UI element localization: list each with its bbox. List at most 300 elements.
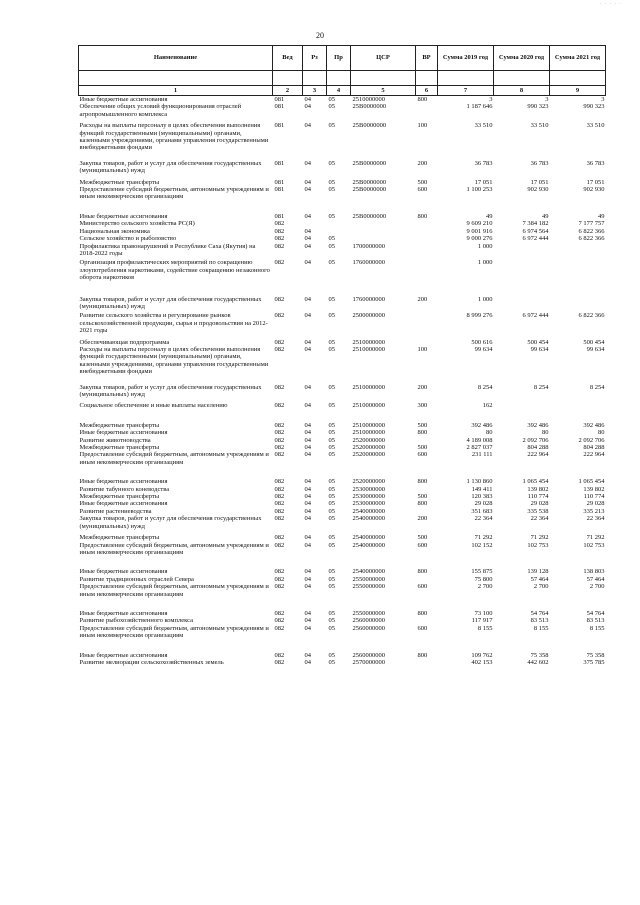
row-sum-2021: [550, 243, 606, 260]
row-pr: 05: [328, 651, 335, 659]
row-name: Предоставление субсидий бюджетным, автономным учреждениям и иным некоммерческим организациям: [79, 541, 269, 556]
row-csr: 2560000000: [352, 624, 385, 632]
row-rz: 04: [304, 235, 311, 243]
row-sum-2021: 17 051: [586, 178, 605, 186]
row-name: Закупка товаров, работ и услуг для обеспечения государственных (муниципальных) нужд: [79, 295, 262, 310]
corner-mark: · · · · ·: [599, 2, 622, 7]
row-sum-2021: 222 964: [583, 451, 605, 459]
column-number: 4: [327, 86, 351, 96]
row-vr: 200: [417, 295, 428, 303]
row-rz: 04: [304, 312, 311, 320]
row-name: Иные бюджетные ассигнования: [79, 96, 168, 103]
row-sum-2020: 392 486: [527, 421, 549, 429]
table-row: [79, 500, 606, 507]
row-sum-2019: 36 783: [474, 159, 493, 167]
row-vr: 800: [417, 609, 428, 617]
row-ved: 082: [274, 242, 285, 250]
row-ved: 082: [274, 651, 285, 659]
row-rz: 04: [304, 227, 311, 235]
row-sum-2019: 1 100 253: [466, 186, 493, 194]
row-sum-2020: 83 513: [530, 617, 549, 625]
row-sum-2019: 73 100: [474, 609, 493, 617]
row-vr: [416, 228, 438, 235]
row-ved: 082: [274, 658, 285, 666]
row-rz: 04: [304, 429, 311, 437]
row-csr: 2510000000: [352, 345, 385, 353]
row-sum-2021: 139 802: [583, 485, 605, 493]
row-ved: 082: [274, 383, 285, 391]
row-csr: 2510000000: [352, 421, 385, 429]
row-ved: 081: [274, 96, 285, 103]
row-sum-2020: 110 774: [527, 493, 549, 501]
row-rz: 04: [304, 259, 311, 267]
row-csr: 25B0000000: [352, 212, 387, 220]
row-sum-2020: 75 358: [530, 651, 549, 659]
row-sum-2020: 7 384 182: [522, 220, 549, 228]
row-rz: 04: [304, 186, 311, 194]
row-sum-2019: 8 155: [477, 624, 493, 632]
row-sum-2019: 109 762: [471, 651, 493, 659]
row-sum-2021: 80: [598, 429, 605, 437]
row-sum-2021: 83 513: [586, 617, 605, 625]
row-csr: 2520000000: [352, 451, 385, 459]
row-rz: 04: [304, 617, 311, 625]
row-rz: 04: [304, 485, 311, 493]
table-row: [79, 228, 606, 235]
row-csr: [351, 235, 416, 242]
row-sum-2021: 138 803: [583, 568, 605, 576]
row-sum-2019: 33 510: [474, 122, 493, 130]
row-csr: 2540000000: [352, 568, 385, 576]
row-vr: [416, 486, 438, 493]
row-sum-2020: 990 323: [527, 103, 549, 111]
row-ved: 082: [274, 500, 285, 508]
row-pr: 05: [328, 402, 335, 410]
column-number: 7: [438, 86, 494, 96]
row-vr: 800: [417, 96, 428, 103]
row-ved: 082: [274, 421, 285, 429]
row-name: Сельское хозяйство и рыболовство: [79, 235, 177, 243]
row-rz: [303, 220, 327, 227]
row-name: Развитие сельского хозяйства и регулирование рынков сельскохозяйственной продукции, сырья и продовольствия на 2012-2021 годы: [79, 312, 268, 335]
column-number: 3: [303, 86, 327, 96]
row-name: Развитие рыбохозяйственного комплекса: [79, 617, 193, 625]
row-csr: 2530000000: [352, 493, 385, 501]
row-sum-2019: 75 800: [474, 575, 493, 583]
row-sum-2021: 49: [598, 212, 605, 220]
row-pr: 05: [328, 178, 335, 186]
row-sum-2019: 1 187 646: [466, 103, 493, 111]
row-csr: 2550000000: [352, 575, 385, 583]
row-pr: 05: [328, 451, 335, 459]
row-rz: 04: [304, 402, 311, 410]
row-name: Межбюджетные трансферты: [79, 421, 160, 429]
row-sum-2020: 80: [542, 429, 549, 437]
row-csr: [351, 228, 416, 235]
row-sum-2021: 75 358: [586, 651, 605, 659]
row-vr: [416, 103, 438, 122]
row-vr: 500: [417, 493, 428, 501]
row-vr: [416, 220, 438, 227]
row-csr: 2520000000: [352, 436, 385, 444]
table-row: [79, 534, 606, 541]
row-pr: 05: [328, 444, 335, 452]
row-rz: 04: [304, 575, 311, 583]
table-row: [79, 186, 606, 213]
table-row: [79, 610, 606, 617]
row-sum-2021: 990 323: [583, 103, 605, 111]
row-sum-2019: 117 917: [471, 617, 493, 625]
row-vr: [416, 659, 438, 666]
row-sum-2020: 17 051: [530, 178, 549, 186]
row-ved: 082: [274, 485, 285, 493]
row-sum-2019: 155 875: [471, 568, 493, 576]
row-ved: 082: [274, 402, 285, 410]
row-name: Национальная экономика: [79, 227, 150, 235]
row-sum-2019: 17 051: [474, 178, 493, 186]
row-ved: 081: [274, 212, 285, 220]
row-sum-2019: 29 028: [474, 500, 493, 508]
row-ved: 082: [274, 259, 285, 267]
row-name: Закупка товаров, работ и услуг для обеспечения государственных (муниципальных) нужд: [79, 159, 262, 175]
row-pr: 05: [328, 421, 335, 429]
row-sum-2021: 2 700: [589, 583, 605, 591]
row-pr: 05: [328, 383, 335, 391]
row-csr: 2540000000: [352, 507, 385, 515]
row-vr: 100: [417, 122, 428, 130]
row-csr: 2540000000: [352, 534, 385, 542]
row-sum-2020: 102 753: [527, 541, 549, 549]
row-pr: 05: [328, 312, 335, 320]
row-name: Расходы на выплаты персоналу в целях обеспечения выполнения функций государственными (муниципальными) органами, казенными учреждениями, органами управления государственными внебюджетными фондами: [79, 122, 269, 152]
row-sum-2019: 9 000 276: [466, 235, 493, 243]
row-sum-2021: [550, 402, 606, 421]
table-row: [79, 576, 606, 583]
row-rz: 04: [304, 500, 311, 508]
row-sum-2020: 6 972 444: [522, 312, 549, 320]
table-row: [79, 451, 606, 478]
table-row: [79, 486, 606, 493]
row-csr: [351, 220, 416, 227]
row-csr: 2510000000: [352, 429, 385, 437]
row-vr: 600: [417, 541, 428, 549]
row-name: Развитие табунного коневодства: [79, 485, 170, 493]
row-ved: 082: [274, 493, 285, 501]
row-rz: 04: [304, 212, 311, 220]
row-sum-2021: 6 822 366: [578, 312, 605, 320]
row-vr: [416, 259, 438, 295]
row-sum-2020: [494, 296, 550, 313]
row-sum-2021: [550, 259, 606, 295]
row-name: Предоставление субсидий бюджетным, автономным учреждениям и иным некоммерческим организациям: [79, 583, 269, 598]
row-csr: 25B0000000: [352, 122, 387, 130]
row-pr: 05: [328, 583, 335, 591]
row-rz: 04: [304, 493, 311, 501]
row-rz: 04: [304, 383, 311, 391]
row-pr: 05: [328, 609, 335, 617]
row-name: Иные бюджетные ассигнования: [79, 212, 168, 220]
row-sum-2020: 139 802: [527, 485, 549, 493]
row-vr: 100: [417, 345, 428, 353]
row-sum-2019: 351 683: [471, 507, 493, 515]
row-csr: 2510000000: [352, 96, 385, 103]
row-pr: 05: [328, 617, 335, 625]
row-sum-2020: 500 454: [527, 338, 549, 346]
row-rz: 04: [304, 444, 311, 452]
row-sum-2020: [494, 402, 550, 421]
row-name: Межбюджетные трансферты: [79, 534, 160, 542]
row-sum-2021: 2 092 706: [578, 436, 605, 444]
row-csr: 2550000000: [352, 583, 385, 591]
row-pr: [327, 228, 351, 235]
row-sum-2020: [494, 259, 550, 295]
row-ved: 082: [274, 534, 285, 542]
row-sum-2020: 71 292: [530, 534, 549, 542]
row-vr: 200: [417, 383, 428, 391]
column-number: 5: [351, 86, 416, 96]
row-csr: 25B0000000: [352, 159, 387, 167]
table-row: [79, 422, 606, 429]
row-sum-2021: 500 454: [583, 338, 605, 346]
row-sum-2020: 36 783: [530, 159, 549, 167]
table-row: [79, 312, 606, 338]
row-sum-2020: 902 930: [527, 186, 549, 194]
row-name: Профилактика правонарушений в Республике Саха (Якутия) на 2018-2022 годы: [79, 242, 256, 257]
row-sum-2021: 8 254: [589, 383, 605, 391]
row-csr: 2560000000: [352, 617, 385, 625]
row-vr: 600: [417, 451, 428, 459]
column-number: 1: [79, 86, 273, 96]
table-row: [79, 235, 606, 242]
row-sum-2021: 902 930: [583, 186, 605, 194]
table-row: [79, 625, 606, 652]
row-rz: 04: [304, 609, 311, 617]
row-name: Иные бюджетные ассигнования: [79, 609, 168, 617]
row-vr: 600: [417, 624, 428, 632]
row-sum-2019: 1 000: [477, 295, 493, 303]
table-row: [79, 493, 606, 500]
row-ved: 082: [274, 583, 285, 591]
row-name: Межбюджетные трансферты: [79, 178, 160, 186]
row-sum-2019: 2 700: [477, 583, 493, 591]
row-sum-2019: 149 411: [471, 485, 493, 493]
row-pr: 05: [328, 534, 335, 542]
row-sum-2020: 1 065 454: [522, 478, 549, 486]
row-rz: 04: [304, 242, 311, 250]
row-sum-2021: 1 065 454: [578, 478, 605, 486]
row-rz: 04: [304, 515, 311, 523]
row-vr: 800: [417, 500, 428, 508]
row-name: Обеспечение общих условий функционирования отраслей агропромышленного комплекса: [79, 103, 242, 118]
row-rz: 04: [304, 103, 311, 111]
column-number-row: [79, 86, 606, 96]
row-sum-2021: [550, 296, 606, 313]
row-sum-2020: 99 634: [530, 345, 549, 353]
row-vr: 800: [417, 212, 428, 220]
row-name: Предоставление субсидий бюджетным, автономным учреждениям и иным некоммерческим организациям: [79, 624, 269, 640]
row-pr: 05: [328, 575, 335, 583]
row-csr: 1760000000: [352, 295, 385, 303]
table-row: [79, 96, 606, 104]
row-pr: 05: [328, 338, 335, 346]
row-name: Расходы на выплаты персоналу в целях обеспечения выполнения функций государственными (муниципальными) органами, казенными учреждениями, органами управления государственными внебюджетными фондами: [79, 345, 269, 376]
row-rz: 04: [304, 507, 311, 515]
row-ved: 082: [274, 568, 285, 576]
row-name: Организация профилактических мероприятий по сокращению злоупотребления наркотиками, содействие сокращению незаконного оборота наркотиков: [79, 259, 270, 282]
row-rz: 04: [304, 96, 311, 103]
row-sum-2019: 3: [489, 96, 493, 103]
row-sum-2019: 120 383: [471, 493, 493, 501]
row-pr: 05: [328, 624, 335, 632]
row-vr: 800: [417, 651, 428, 659]
row-sum-2020: 442 602: [527, 658, 549, 666]
header-ved: Вед: [273, 46, 303, 71]
row-pr: 05: [328, 478, 335, 486]
row-name: Иные бюджетные ассигнования: [79, 651, 168, 659]
table-row: [79, 103, 606, 122]
row-csr: 2500000000: [352, 312, 385, 320]
row-name: Социальное обеспечение и иные выплаты населению: [79, 402, 228, 410]
row-ved: 082: [274, 235, 285, 243]
table-row: [79, 122, 606, 160]
row-name: Межбюджетные трансферты: [79, 444, 160, 452]
row-pr: 05: [328, 96, 335, 103]
table-row: [79, 478, 606, 485]
row-sum-2021: 8 155: [589, 624, 605, 632]
row-sum-2020: 6 974 564: [522, 227, 549, 235]
row-pr: 05: [328, 493, 335, 501]
row-rz: 04: [304, 295, 311, 303]
row-pr: 05: [328, 515, 335, 523]
row-vr: [416, 312, 438, 338]
row-pr: 05: [328, 295, 335, 303]
row-pr: 05: [328, 658, 335, 666]
row-ved: 081: [274, 178, 285, 186]
row-rz: 04: [304, 541, 311, 549]
row-csr: 2510000000: [352, 383, 385, 391]
row-sum-2020: 335 538: [527, 507, 549, 515]
column-number: 2: [273, 86, 303, 96]
table-row: [79, 213, 606, 220]
row-sum-2021: 29 028: [586, 500, 605, 508]
row-ved: 082: [274, 227, 285, 235]
row-ved: 082: [274, 478, 285, 486]
row-sum-2021: 7 177 757: [578, 220, 605, 228]
row-name: Министерство сельского хозяйства РС(Я): [79, 220, 195, 228]
row-csr: 2540000000: [352, 541, 385, 549]
row-pr: [327, 220, 351, 227]
row-ved: 082: [274, 575, 285, 583]
row-name: Иные бюджетные ассигнования: [79, 500, 168, 508]
row-pr: 05: [328, 122, 335, 130]
table-header-row: [79, 46, 606, 71]
row-pr: 05: [328, 429, 335, 437]
row-pr: 05: [328, 568, 335, 576]
budget-table: [78, 45, 606, 666]
row-sum-2021: 33 510: [586, 122, 605, 130]
header-sum-2019: Сумма 2019 год: [438, 46, 494, 71]
row-ved: 082: [274, 345, 285, 353]
row-pr: 05: [328, 345, 335, 353]
header-pr: Пр: [327, 46, 351, 71]
row-sum-2019: 500 616: [471, 338, 493, 346]
row-rz: 04: [304, 658, 311, 666]
header-csr: ЦСР: [351, 46, 416, 71]
row-pr: 05: [328, 235, 335, 243]
row-ved: 082: [274, 515, 285, 523]
row-name: Закупка товаров, работ и услуг для обеспечения государственных (муниципальных) нужд: [79, 383, 262, 398]
row-name: Развитие традиционных отраслей Севера: [79, 575, 194, 583]
row-sum-2021: 110 774: [583, 493, 605, 501]
row-name: Предоставление субсидий бюджетным, автономным учреждениям и иным некоммерческим организациям: [79, 451, 269, 466]
row-name: Обеспечивающая подпрограмма: [79, 338, 170, 346]
table-row: [79, 583, 606, 610]
row-pr: 05: [328, 507, 335, 515]
row-name: Межбюджетные трансферты: [79, 493, 160, 501]
row-ved: 082: [274, 624, 285, 632]
row-rz: 04: [304, 122, 311, 130]
row-rz: 04: [304, 568, 311, 576]
row-sum-2019: 392 486: [471, 421, 493, 429]
page-number: 20: [316, 31, 324, 40]
row-sum-2020: 49: [542, 212, 549, 220]
row-vr: 800: [417, 478, 428, 486]
row-rz: 04: [304, 178, 311, 186]
row-vr: 200: [417, 159, 428, 167]
row-vr: [416, 437, 438, 444]
row-sum-2020: 57 464: [530, 575, 549, 583]
row-csr: 2510000000: [352, 338, 385, 346]
row-sum-2019: 9 609 210: [466, 220, 493, 228]
table-row: [79, 179, 606, 186]
row-rz: 04: [304, 345, 311, 353]
row-sum-2021: 99 634: [586, 345, 605, 353]
row-ved: 082: [274, 220, 285, 228]
row-sum-2019: 8 999 276: [466, 312, 493, 320]
row-csr: 2540000000: [352, 515, 385, 523]
column-number: 8: [494, 86, 550, 96]
table-row: [79, 652, 606, 659]
row-csr: 2520000000: [352, 478, 385, 486]
header-sum-2020: Сумма 2020 год: [494, 46, 550, 71]
row-vr: 600: [417, 186, 428, 194]
row-sum-2020: 139 128: [527, 568, 549, 576]
table-row: [79, 617, 606, 624]
row-sum-2021: 6 822 366: [578, 235, 605, 243]
table-row: [79, 508, 606, 515]
row-name: Развитие животноводства: [79, 436, 151, 444]
row-csr: 1700000000: [352, 242, 385, 250]
row-sum-2020: 22 364: [530, 515, 549, 523]
row-name: Иные бюджетные ассигнования: [79, 478, 168, 486]
row-ved: 082: [274, 429, 285, 437]
table-row: [79, 444, 606, 451]
table-row: [79, 437, 606, 444]
row-ved: 082: [274, 295, 285, 303]
row-ved: 082: [274, 541, 285, 549]
row-vr: [416, 576, 438, 583]
row-sum-2021: 6 822 366: [578, 227, 605, 235]
row-sum-2019: 4 189 008: [466, 436, 493, 444]
row-sum-2021: 22 364: [586, 515, 605, 523]
row-sum-2019: 49: [486, 212, 493, 220]
row-rz: 04: [304, 478, 311, 486]
row-sum-2020: 8 155: [533, 624, 549, 632]
table-row: [79, 220, 606, 227]
row-rz: 04: [304, 583, 311, 591]
header-gap-row: [79, 71, 606, 86]
column-number: 9: [550, 86, 606, 96]
